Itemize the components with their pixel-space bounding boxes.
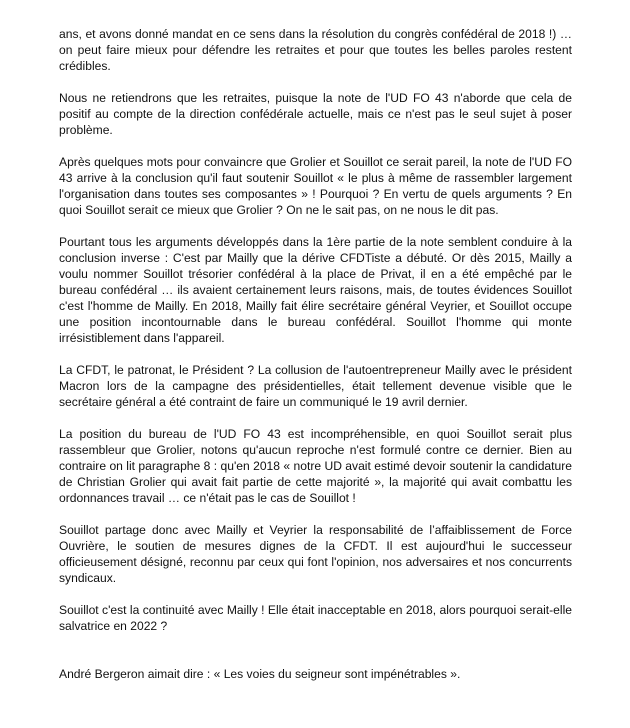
paragraph-responsabilite: Souillot partage donc avec Mailly et Veyrier la responsabilité de l’affaiblissement de Force Ouvrière, le soutien de mesures dignes de la CFDT. Il est aujourd'hui le successeur officieusement désigné, reconnu par ceux qui font l'opinion, nos adversaires et nos concurrents syndicaux. (59, 523, 572, 585)
paragraph-spacer (59, 346, 572, 362)
paragraph-spacer (59, 586, 572, 602)
paragraph-citation-bergeron: André Bergeron aimait dire : « Les voies du seigneur sont impénétrables ». (59, 667, 461, 681)
paragraph-retraites-mandat: ans, et avons donné mandat en ce sens dans la résolution du congrès confédéral de 2018 !) … on peut faire mieux pour défendre les retraites et pour que toutes les belles paroles restent crédibles. (59, 27, 572, 73)
paragraph-spacer (59, 506, 572, 522)
paragraph-retraites-note: Nous ne retiendrons que les retraites, puisque la note de l'UD FO 43 n'aborde que cela de positif au compte de la direction confédérale actuelle, mais ce n'est pas le seul sujet à poser problème. (59, 91, 572, 137)
paragraph-spacer (59, 634, 572, 666)
document-page (59, 26, 572, 682)
paragraph-spacer (59, 138, 572, 154)
paragraph-continuite: Souillot c'est la continuité avec Mailly ! Elle était inacceptable en 2018, alors pourquoi serait-elle salvatrice en 2022 ? (59, 603, 572, 633)
paragraph-conclusion-inverse: Pourtant tous les arguments développés dans la 1ère partie de la note semblent conduire à la conclusion inverse : C'est par Mailly que la dérive CFDTiste a débuté. Or dès 2015, Mailly a voulu nommer Souillot trésorier confédéral à la place de Privat, il en a été empêché par le bureau confédéral … ils avaient certainement leurs raisons, mais, de toutes évidences Souillot c'est l'homme de Mailly. En 2018, Mailly fait élire secrétaire général Veyrier, et Souillot occupe une position incontournable dans le bureau confédéral. Souillot l'homme qui monte irrésistiblement dans l'appareil. (59, 235, 572, 345)
paragraph-soutien-souillot: Après quelques mots pour convaincre que Grolier et Souillot ce serait pareil, la note de l'UD FO 43 arrive à la conclusion qu'il faut soutenir Souillot « le plus à même de rassembler largement l'organisation dans toutes ses composantes » ! Pourquoi ? En vertu de quels arguments ? En quoi Souillot serait ce mieux que Grolier ? On ne le sait pas, on ne nous le dit pas. (59, 155, 572, 217)
paragraph-position-bureau: La position du bureau de l'UD FO 43 est incompréhensible, en quoi Souillot serait plus rassembleur que Grolier, notons qu'aucun reproche n'est formulé contre ce dernier. Bien au contraire on lit paragraphe 8 : qu'en 2018 « notre UD avait estimé devoir soutenir la candidature de Christian Grolier qui avait fait partie de cette majorité », la majorité qui avait combattu les ordonnances travail … ce n'était pas le cas de Souillot ! (59, 427, 572, 505)
paragraph-spacer (59, 74, 572, 90)
paragraph-spacer (59, 218, 572, 234)
paragraph-spacer (59, 410, 572, 426)
paragraph-collusion: La CFDT, le patronat, le Président ? La collusion de l'autoentrepreneur Mailly avec le président Macron lors de la campagne des présidentielles, était tellement devenue visible que le secrétaire général a été contraint de faire un communiqué le 19 avril dernier. (59, 363, 572, 409)
